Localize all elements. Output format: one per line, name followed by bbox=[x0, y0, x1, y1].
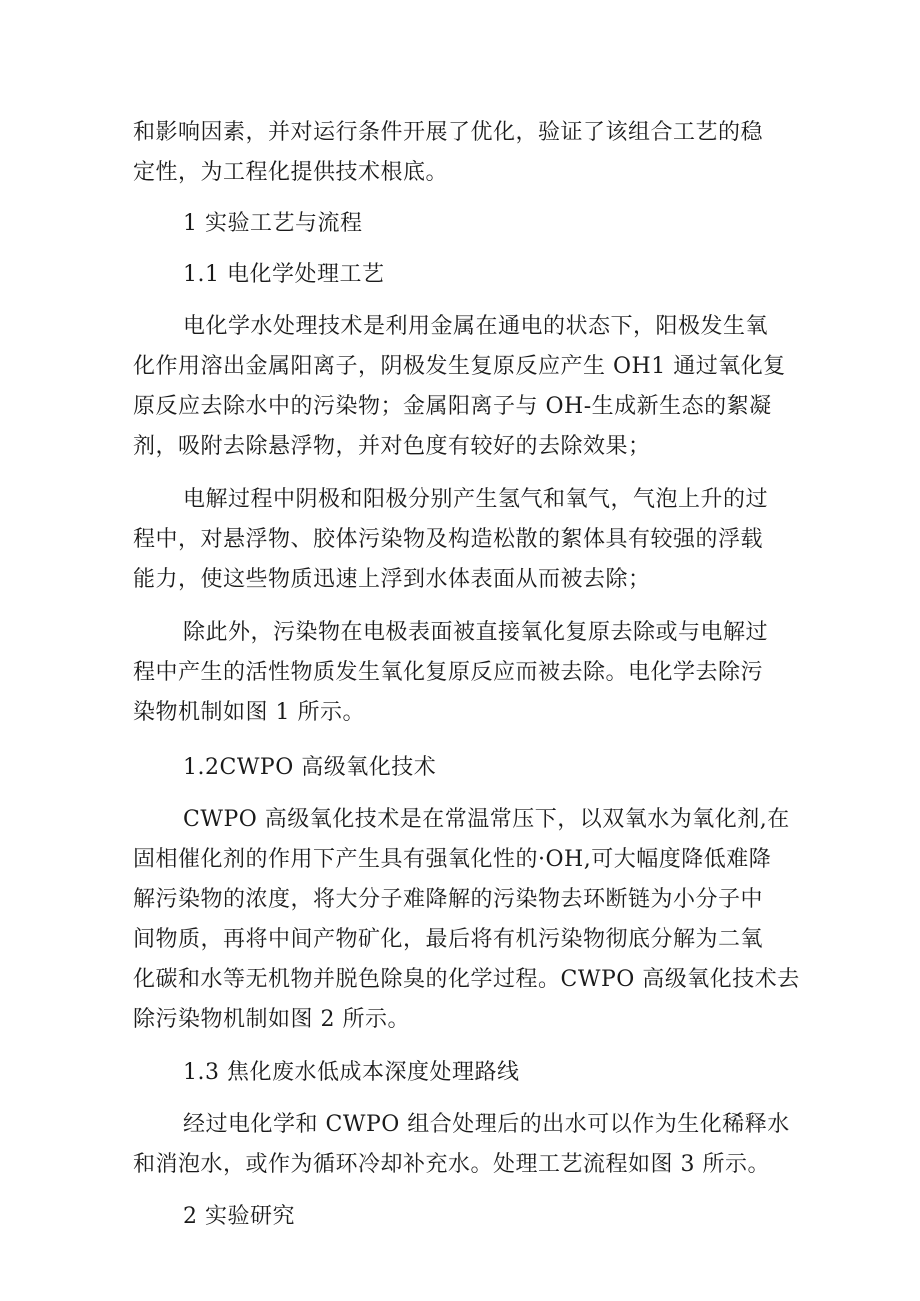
text-line: 除污染物机制如图 2 所示。 bbox=[133, 1007, 410, 1032]
text-line: 经过电化学和 CWPO 组合处理后的出水可以作为生化稀释水 bbox=[183, 1112, 790, 1137]
text-line: 化碳和水等无机物并脱色除臭的化学过程。CWPO 高级氧化技术去 bbox=[133, 967, 800, 992]
text-line: 定性，为工程化提供技术根底。 bbox=[133, 160, 449, 185]
text-line: 能力，使这些物质迅速上浮到水体表面从而被去除； bbox=[133, 567, 651, 592]
text-line: 间物质，再将中间产物矿化，最后将有机污染物彻底分解为二氧 bbox=[133, 927, 764, 952]
heading-section-1: 1 实验工艺与流程 bbox=[183, 211, 363, 236]
text-line: 原反应去除水中的污染物；金属阳离子与 OH-生成新生态的絮凝 bbox=[133, 394, 772, 419]
heading-section-2: 2 实验研究 bbox=[183, 1204, 295, 1229]
text-line: 固相催化剂的作用下产生具有强氧化性的·OH,可大幅度降低难降 bbox=[133, 847, 772, 872]
heading-section-1-3: 1.3 焦化废水低成本深度处理路线 bbox=[183, 1060, 520, 1085]
text-line: 染物机制如图 1 所示。 bbox=[133, 700, 365, 725]
text-line: 程中产生的活性物质发生氧化复原反应而被去除。电化学去除污 bbox=[133, 660, 764, 685]
text-line: 和影响因素，并对运行条件开展了优化，验证了该组合工艺的稳 bbox=[133, 120, 764, 145]
text-line: 电化学水处理技术是利用金属在通电的状态下，阳极发生氧 bbox=[183, 314, 769, 339]
text-line: 和消泡水，或作为循环冷却补充水。处理工艺流程如图 3 所示。 bbox=[133, 1152, 770, 1177]
heading-section-1-2: 1.2CWPO 高级氧化技术 bbox=[183, 755, 437, 780]
text-line: 除此外，污染物在电极表面被直接氧化复原去除或与电解过 bbox=[183, 620, 769, 645]
text-line: 化作用溶出金属阳离子，阴极发生复原反应产生 OH1 通过氧化复 bbox=[133, 354, 786, 379]
text-line: 解污染物的浓度，将大分子难降解的污染物去环断链为小分子中 bbox=[133, 887, 764, 912]
heading-section-1-1: 1.1 电化学处理工艺 bbox=[183, 262, 385, 287]
text-line: 程中，对悬浮物、胶体污染物及构造松散的絮体具有较强的浮载 bbox=[133, 527, 764, 552]
text-line: 剂，吸附去除悬浮物，并对色度有较好的去除效果； bbox=[133, 434, 651, 459]
text-line: 电解过程中阴极和阳极分别产生氢气和氧气，气泡上升的过 bbox=[183, 487, 769, 512]
text-line: CWPO 高级氧化技术是在常温常压下，以双氧水为氧化剂,在 bbox=[183, 807, 790, 832]
